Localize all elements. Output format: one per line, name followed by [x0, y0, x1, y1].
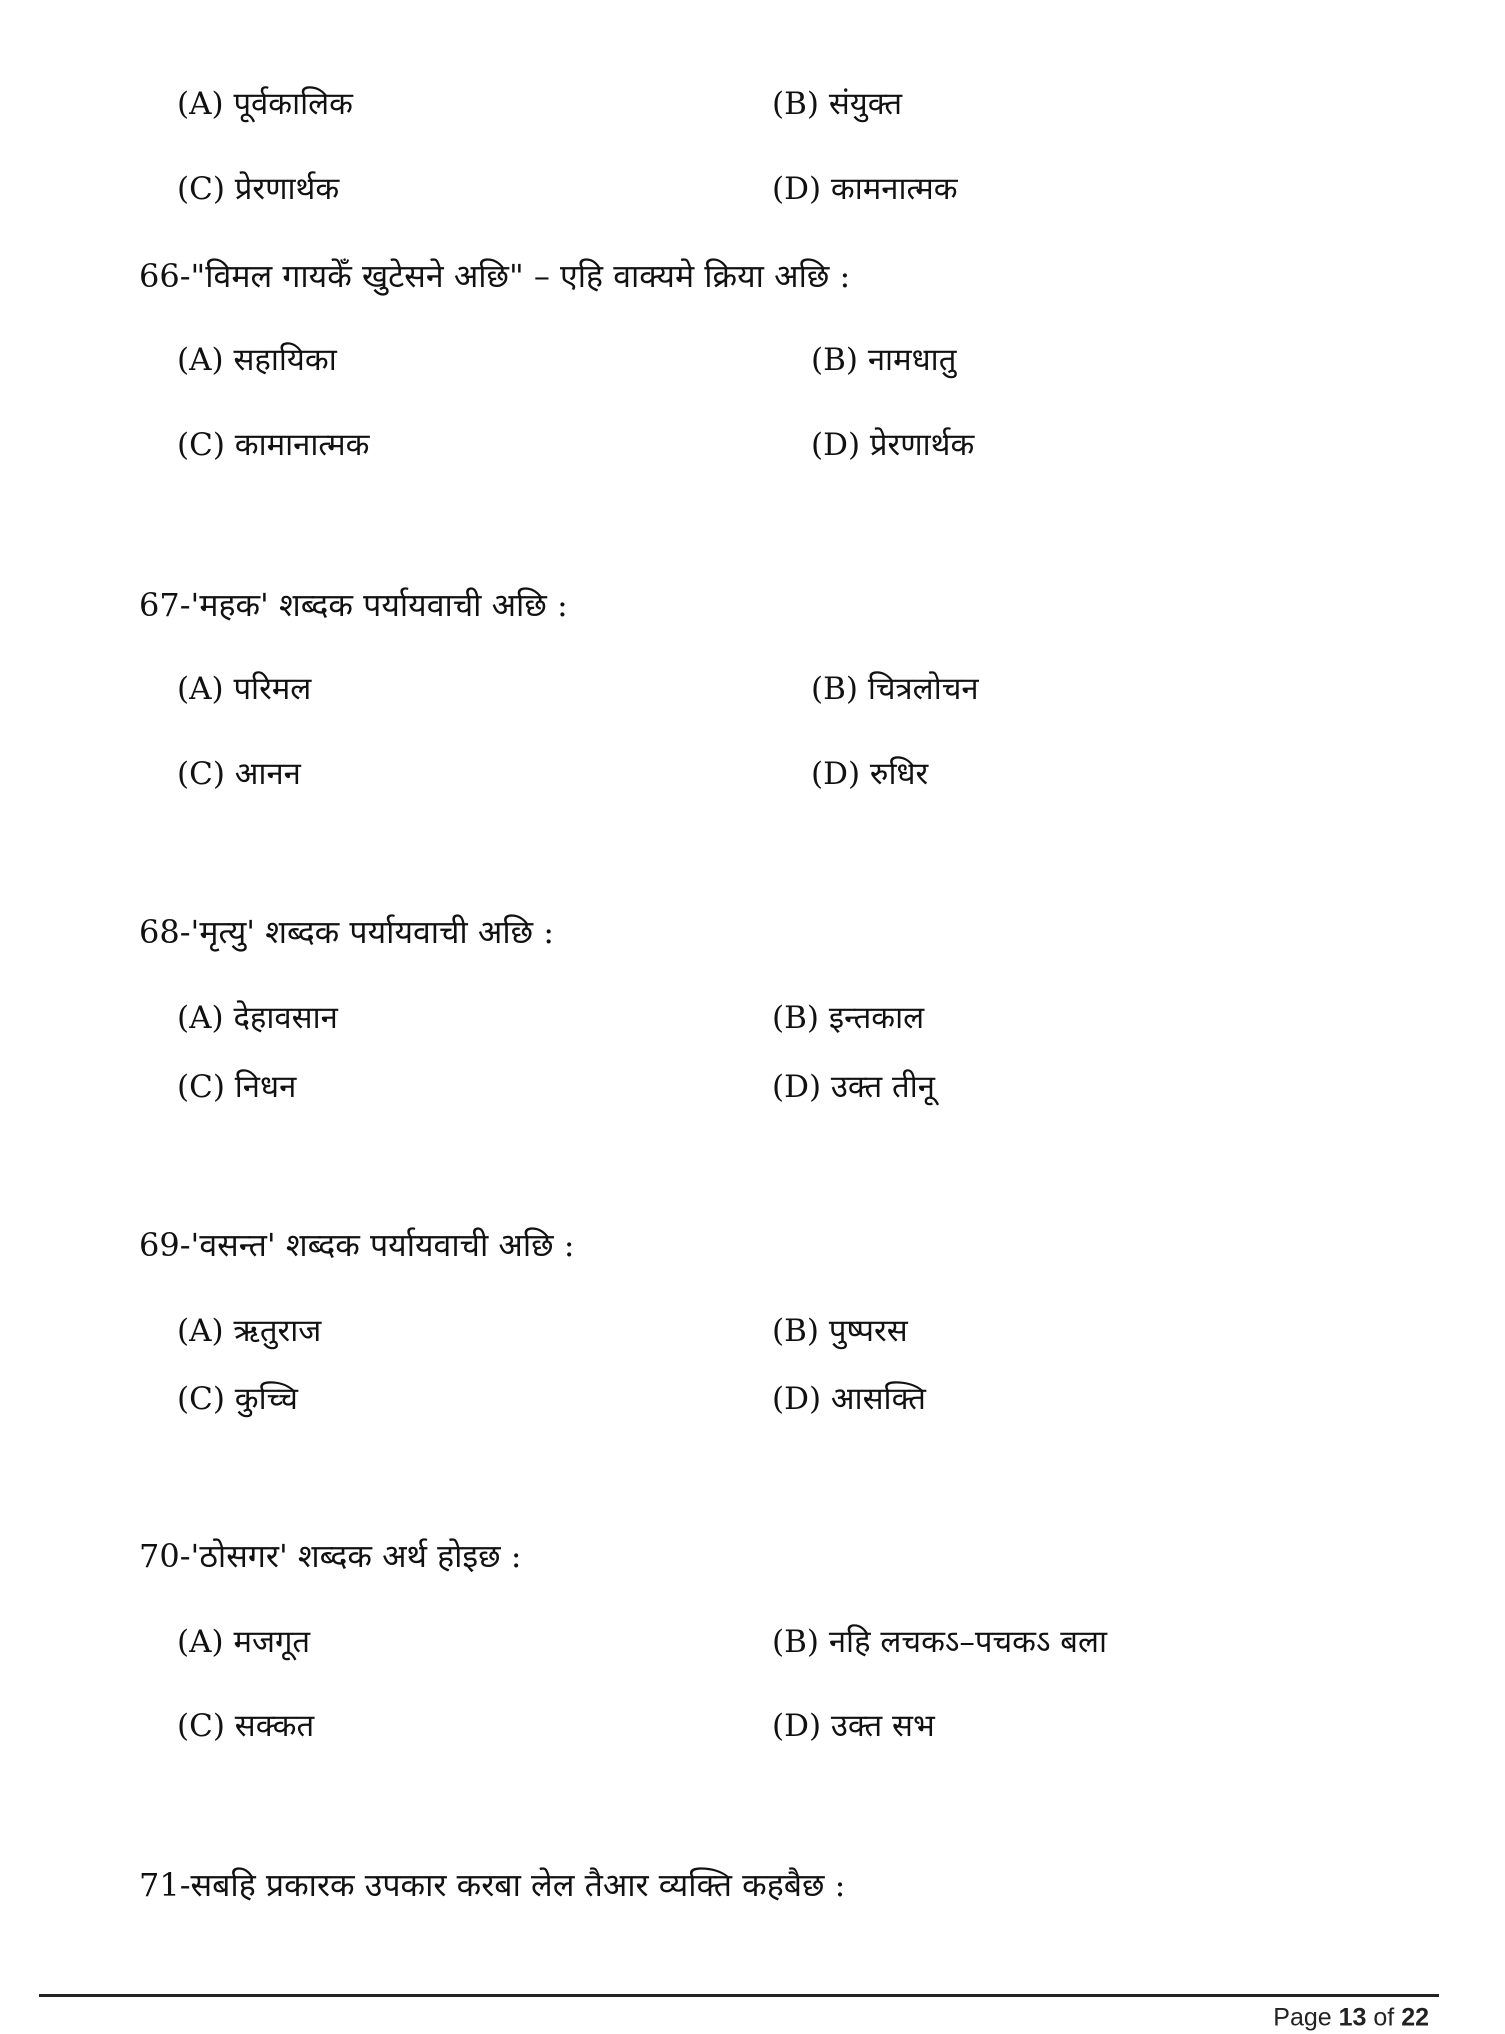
option-b: (B) नहि लचकऽ–पचकऽ बला — [772, 1624, 1108, 1660]
option-c: (C) प्रेरणार्थक — [177, 171, 340, 207]
question-68: 68-'मृत्यु' शब्दक पर्यायवाची अछि : — [139, 913, 554, 951]
option-d: (D) प्रेरणार्थक — [811, 427, 975, 463]
option-a: (A) मजगूत — [177, 1624, 311, 1660]
option-a: (A) परिमल — [177, 671, 312, 707]
option-c: (C) कामानात्मक — [177, 427, 370, 463]
option-c: (C) निधन — [177, 1069, 297, 1105]
option-b: (B) संयुक्त — [772, 86, 903, 122]
question-69: 69-'वसन्त' शब्दक पर्यायवाची अछि : — [139, 1226, 575, 1264]
option-d: (D) रुधिर — [811, 756, 929, 792]
option-b: (B) चित्रलोचन — [811, 671, 979, 707]
question-71: 71-सबहि प्रकारक उपकार करबा लेल तैआर व्यक्ति कहबैछ : — [139, 1866, 846, 1904]
option-b: (B) नामधातु — [811, 342, 957, 378]
option-d: (D) उक्त सभ — [772, 1708, 935, 1744]
option-d: (D) उक्त तीनू — [772, 1069, 935, 1105]
option-b: (B) इन्तकाल — [772, 1000, 925, 1036]
page-number: Page 13 of 22 — [1273, 2003, 1429, 2032]
option-a: (A) पूर्वकालिक — [177, 86, 353, 122]
option-d: (D) आसक्ति — [772, 1381, 926, 1417]
option-c: (C) सक्कत — [177, 1708, 315, 1744]
question-66: 66-"विमल गायकेँ खुटेसने अछि" – एहि वाक्यमे क्रिया अछि : — [139, 257, 851, 295]
option-d: (D) कामनात्मक — [772, 171, 958, 207]
option-b: (B) पुष्परस — [772, 1313, 908, 1349]
question-67: 67-'महक' शब्दक पर्यायवाची अछि : — [139, 586, 568, 624]
option-a: (A) देहावसान — [177, 1000, 338, 1036]
question-70: 70-'ठोसगर' शब्दक अर्थ होइछ : — [139, 1537, 522, 1575]
option-a: (A) सहायिका — [177, 342, 337, 378]
option-c: (C) आनन — [177, 756, 301, 792]
option-a: (A) ऋतुराज — [177, 1313, 322, 1349]
option-c: (C) कुच्चि — [177, 1381, 298, 1417]
footer-divider — [39, 1994, 1439, 1997]
